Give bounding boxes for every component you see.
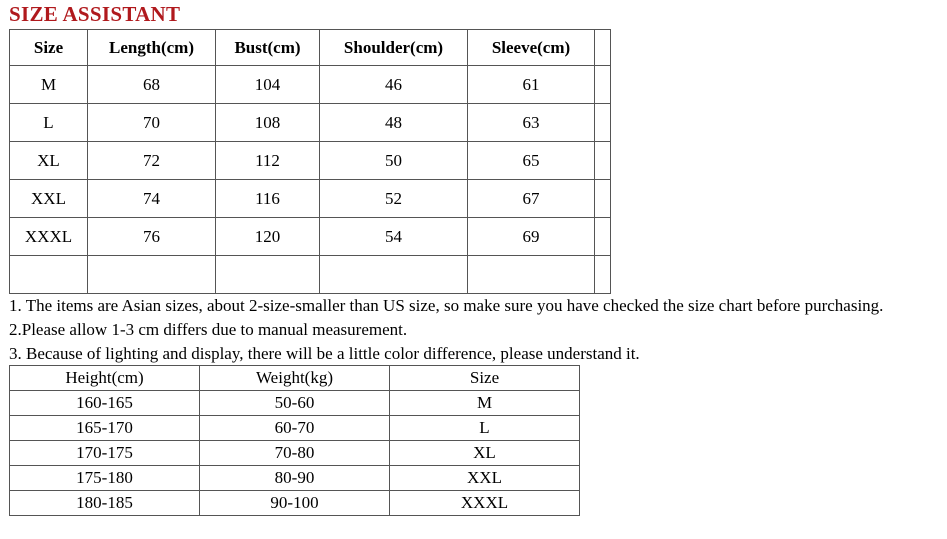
table-cell: 116 xyxy=(216,180,320,218)
table-cell xyxy=(88,256,216,294)
column-header-bust: Bust(cm) xyxy=(216,30,320,66)
note-asian-sizes: 1. The items are Asian sizes, about 2-size-smaller than US size, so make sure you have checked the size chart before purchasing. xyxy=(9,296,884,315)
table-cell: 165-170 xyxy=(10,416,200,441)
column-header-shoulder: Shoulder(cm) xyxy=(320,30,468,66)
table-cell: 74 xyxy=(88,180,216,218)
table-cell xyxy=(468,256,595,294)
table-cell: 65 xyxy=(468,142,595,180)
table-cell xyxy=(595,180,611,218)
table-row xyxy=(10,441,580,466)
table-cell: 104 xyxy=(216,66,320,104)
table-cell: 68 xyxy=(88,66,216,104)
note-measurement: 2.Please allow 1-3 cm differs due to manual measurement. xyxy=(9,320,408,339)
table-cell: 50-60 xyxy=(200,391,390,416)
table-cell: 48 xyxy=(320,104,468,142)
table-cell: L xyxy=(10,104,88,142)
table-cell: 108 xyxy=(216,104,320,142)
table-cell: 80-90 xyxy=(200,466,390,491)
table-cell: 63 xyxy=(468,104,595,142)
table-cell: 90-100 xyxy=(200,491,390,516)
table-cell: 69 xyxy=(468,218,595,256)
table-cell: 61 xyxy=(468,66,595,104)
table-row-empty xyxy=(10,256,611,294)
table-cell: 120 xyxy=(216,218,320,256)
table-row xyxy=(10,142,611,180)
table-cell: 180-185 xyxy=(10,491,200,516)
table-row xyxy=(10,104,611,142)
table-cell xyxy=(320,256,468,294)
size-chart-table xyxy=(9,29,611,294)
table-cell: L xyxy=(390,416,580,441)
page-title: SIZE ASSISTANT xyxy=(9,2,181,26)
table-cell: XXL xyxy=(10,180,88,218)
table-row xyxy=(10,466,580,491)
table-header-row xyxy=(10,366,580,391)
column-header-blank xyxy=(595,30,611,66)
table-cell: 175-180 xyxy=(10,466,200,491)
column-header-size: Size xyxy=(10,30,88,66)
table-cell: XXXL xyxy=(390,491,580,516)
table-cell: XL xyxy=(10,142,88,180)
table-cell: 160-165 xyxy=(10,391,200,416)
table-cell: 52 xyxy=(320,180,468,218)
table-row xyxy=(10,491,580,516)
table-cell: 60-70 xyxy=(200,416,390,441)
table-cell: 50 xyxy=(320,142,468,180)
column-header-sleeve: Sleeve(cm) xyxy=(468,30,595,66)
table-row xyxy=(10,391,580,416)
table-header-row xyxy=(10,30,611,66)
table-row xyxy=(10,218,611,256)
column-header-size: Size xyxy=(390,366,580,391)
table-cell: XL xyxy=(390,441,580,466)
table-cell: 72 xyxy=(88,142,216,180)
table-cell: 76 xyxy=(88,218,216,256)
table-cell xyxy=(595,256,611,294)
column-header-length: Length(cm) xyxy=(88,30,216,66)
table-cell: 54 xyxy=(320,218,468,256)
column-header-weight: Weight(kg) xyxy=(200,366,390,391)
note-color-difference: 3. Because of lighting and display, there will be a little color difference, please understand it. xyxy=(9,344,640,363)
table-cell: 67 xyxy=(468,180,595,218)
table-cell: M xyxy=(10,66,88,104)
table-row xyxy=(10,416,580,441)
height-weight-table xyxy=(9,365,580,516)
table-cell: XXXL xyxy=(10,218,88,256)
table-row xyxy=(10,66,611,104)
table-cell: 112 xyxy=(216,142,320,180)
table-cell xyxy=(595,104,611,142)
table-row xyxy=(10,180,611,218)
table-cell: XXL xyxy=(390,466,580,491)
table-cell: 170-175 xyxy=(10,441,200,466)
table-cell: 70 xyxy=(88,104,216,142)
table-cell xyxy=(10,256,88,294)
table-cell: M xyxy=(390,391,580,416)
table-cell xyxy=(595,66,611,104)
table-cell: 46 xyxy=(320,66,468,104)
column-header-height: Height(cm) xyxy=(10,366,200,391)
table-cell xyxy=(595,142,611,180)
table-cell xyxy=(216,256,320,294)
table-cell xyxy=(595,218,611,256)
table-cell: 70-80 xyxy=(200,441,390,466)
notes-block xyxy=(9,294,883,366)
